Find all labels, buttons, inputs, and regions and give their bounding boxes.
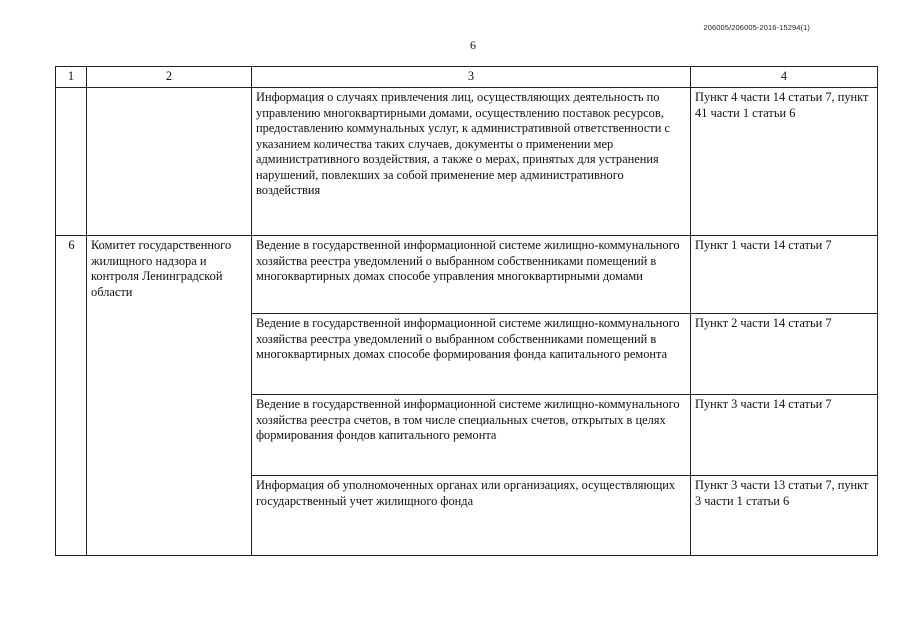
row-number-cell [56,88,87,236]
info-cell: Информация об уполномоченных органах или организациях, осуществляющих государственный учет жилищного фонда [252,476,691,556]
info-cell: Ведение в государственной информационной системе жилищно-коммунального хозяйства реестра уведомлений о выбранном собственниками помещений в многоквартирных домах способе управления многоквартирными домами [252,236,691,314]
document-id: 206005/206005-2016-15294(1) [703,23,810,32]
body-cell [87,88,252,236]
basis-cell: Пункт 4 части 14 статьи 7, пункт 41 части 1 статьи 6 [691,88,878,236]
header-col-1: 1 [56,67,87,88]
body-cell: Комитет государственного жилищного надзора и контроля Ленинградской области [87,236,252,556]
table-row [56,236,878,314]
basis-cell: Пункт 1 части 14 статьи 7 [691,236,878,314]
basis-cell: Пункт 2 части 14 статьи 7 [691,314,878,395]
table-header-row [56,67,878,88]
info-cell: Ведение в государственной информационной системе жилищно-коммунального хозяйства реестра уведомлений о выбранном собственниками помещений в многоквартирных домах способе формирования фонда капитального ремонта [252,314,691,395]
header-col-4: 4 [691,67,878,88]
basis-cell: Пункт 3 части 13 статьи 7, пункт 3 части 1 статьи 6 [691,476,878,556]
header-col-3: 3 [252,67,691,88]
page-number: 6 [470,38,476,52]
row-number-cell: 6 [56,236,87,556]
info-cell: Информация о случаях привлечения лиц, осуществляющих деятельность по управлению многоквартирными домами, осуществлению поставок ресурсов, предоставлению коммунальных услуг, к административной ответственности с указанием количества таких случаев, документы о применении мер административного воздействия, а также о мерах, принятых для устранения нарушений, повлекших за собой применение мер административного воздействия [252,88,691,236]
header-col-2: 2 [87,67,252,88]
basis-cell: Пункт 3 части 14 статьи 7 [691,395,878,476]
table-row [56,88,878,236]
register-table [55,66,878,556]
info-cell: Ведение в государственной информационной системе жилищно-коммунального хозяйства реестра счетов, в том числе специальных счетов, открытых в целях формирования фондов капитального ремонта [252,395,691,476]
